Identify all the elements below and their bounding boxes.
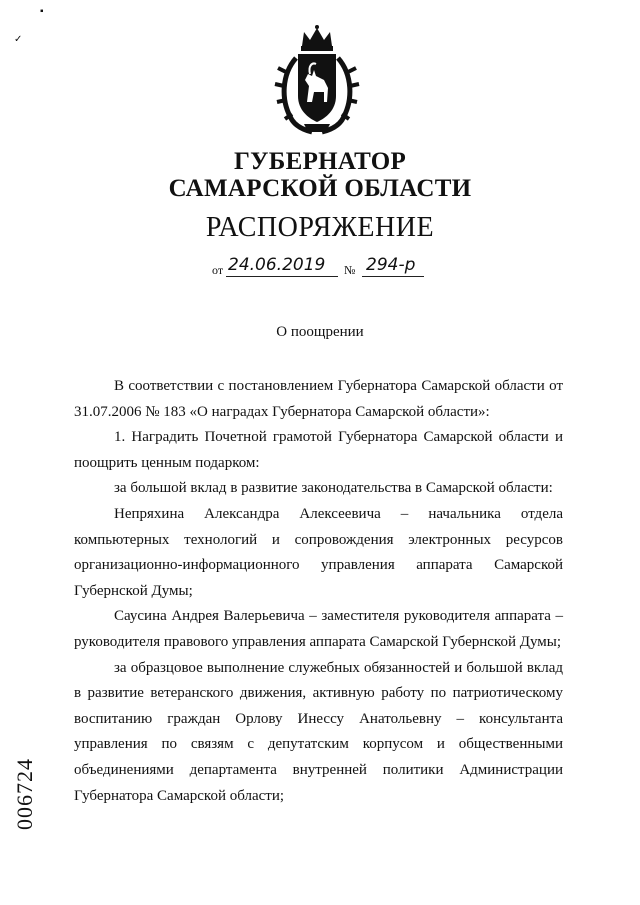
paragraph-awardee-2: Саусина Андрея Валерьевича – заместителя руководителя аппарата – руководителя правового управления аппарата Самарской Губернской Думы; [74,608,563,650]
paragraph-preamble: В соответствии с постановлением Губернатора Самарской области от 31.07.2006 № 183 «О наградах Губернатора Самарской области»: [74,378,563,420]
paragraph-item-1: 1. Наградить Почетной грамотой Губернатора Самарской области и поощрить ценным подарком: [74,429,563,471]
number-label: № [344,263,356,277]
from-label: от [212,263,224,277]
date-underline [226,276,338,277]
scan-mark: ✓ [14,34,23,45]
paragraph-awardee-1: Непряхина Александра Алексеевича – начальника отдела компьютерных технологий и сопровождения электронных ресурсов организационно-информационного управления аппарата Самарской Губернской Думы; [74,505,563,599]
scan-mark: ▪ [40,6,44,17]
date-number-line [212,255,442,281]
issuer-heading [0,148,640,202]
coat-of-arms-icon [274,24,360,136]
handwritten-date: 24.06.2019 [228,255,326,275]
issuer-line-1: ГУБЕРНАТОР [233,148,407,175]
paragraph-reason-2: за образцовое выполнение служебных обязанностей и большой вклад в развитие ветеранского движения, активную работу по патриотическому воспитанию граждан Орлову Инессу Анатольевну – консультанта управления по связям с депутатским корпусом и общественными объединениями департамента внутренней политики Администрации Губернатора Самарской области; [74,659,563,804]
document-subject: О поощрении [276,324,364,340]
document-body [74,374,563,809]
handwritten-number: 294-р [366,255,416,275]
paragraph-reason-1: за большой вклад в развитие законодательства в Самарской области: [114,480,553,497]
registration-stamp: 006724 [12,758,37,830]
number-underline [362,276,424,277]
issuer-line-2: САМАРСКОЙ ОБЛАСТИ [168,175,472,202]
document-type: РАСПОРЯЖЕНИЕ [205,212,435,243]
